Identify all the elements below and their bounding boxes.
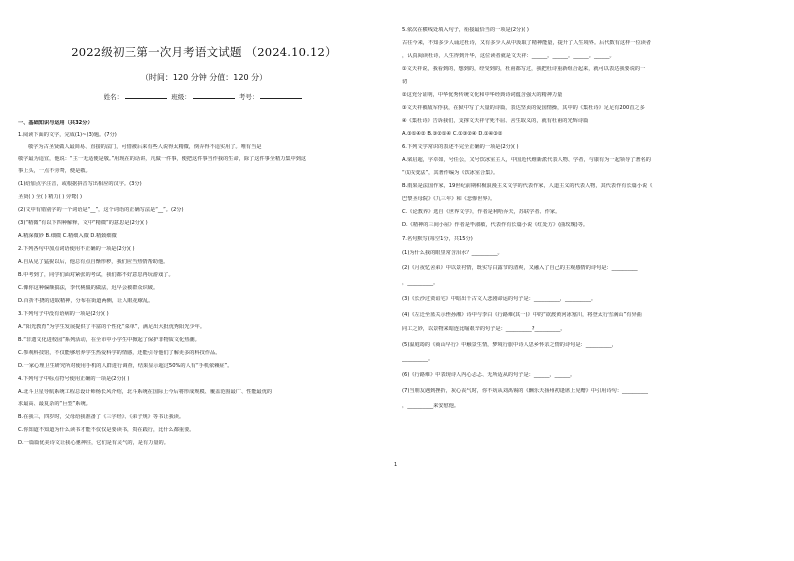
answer-option: A.梁启超，字卓如，号任公，又号饮冰室主人，中国近代维新派代表人物、学者，与康有为一起领导了著名的: [402, 157, 651, 163]
passage-line: ，认真阅读杜诗，人生得到升华，这位读者就是文天祥：______。______。______。______。: [402, 53, 615, 59]
passage-line: ①文天祥说，我看到的，想到的，经受到的，杜甫都写过，我把杜诗重新组合起来，就可以表达我要说的一: [402, 66, 646, 72]
answer-option: “戊戌变法”，其著作编为《饮冰室合集》。: [402, 170, 499, 176]
answer-option: B.中考到了，同学们面对紧张的考试，我们都不好意思再玩游戏了。: [18, 272, 174, 278]
question-text: 6.下列文学常识的表述不完全正确的一项是(2分)( ): [402, 144, 519, 150]
answer-option: D.百折不挠的进取精神，分布在街道两侧，让人眼花缭乱。: [18, 298, 154, 304]
answer-option: C.你知道不知道为什么读书才能不仅仅是要读书，贵在践行，比什么都重要。: [18, 427, 195, 433]
fill-blank-item: 同工之妙，以景物来暗连比喻艰辛的句子是：__________?__________。: [402, 326, 566, 332]
class-field[interactable]: [193, 92, 235, 99]
fill-blank-item: (2)《月夜忆舍弟》中以景衬情，既实写白露节的清爽，又融入了自己的主观感情的诗句是：__________: [402, 265, 638, 271]
fill-blank-item: (3)《长沙过贾谊宅》中暗出千古文人悲剧命运的句子是：__________，__________。: [402, 296, 597, 302]
passage-line: ③文天祥被敌军俘获，在狱中写了大量的诗篇，表达坚贞的爱国情操，其中的《集杜诗》足足有200首之多: [402, 105, 645, 111]
passage-line: 敬字为古圣贤做人最简易、直接的法门，可惜被后来有些人说得太精微，倒弄得不适实用了。唯有当是: [28, 144, 262, 150]
answer-option: A.自从见了猛猊以后，他总有点自惭形秽，我们应当热情帮助他。: [18, 259, 169, 265]
exam-no-label: 考号：: [238, 93, 259, 101]
name-field[interactable]: [125, 92, 167, 99]
answer-option: C.参观科技馆，不仅能够培养学生热爱科学的情感，还能引导他们了解更多的科技作品。: [18, 350, 221, 356]
question-text: (3)“精微”有以下四种解释，文中“精微”的意思是(2分)( ): [18, 220, 148, 226]
answer-option: A.精深微妙 B.细微 C.精细入微 D.精致细微: [18, 233, 117, 239]
answer-option: D.《精神的三间小屋》作者是毕淑敏，代表作有长篇小说《红处方》(曲玫瑰)等。: [402, 222, 589, 228]
answer-option: A.北斗卫星导航系统工程总设计师杨长风介绍，北斗系统在国际上今后将形成规模、覆盖范围最广、性能最优的: [18, 389, 273, 395]
question-text: (1)给加点字注音，或根据拼音写出相应的汉字。(3分): [18, 181, 142, 187]
answer-option: D.一家心理卫生研究所对使用手机的人群进行调查，结果显示超过50%的人有“手机依赖症”。: [18, 363, 233, 369]
passage-line: 敬字最为适宜，他说：“主一无适便是敬。”用现在的话讲，凡做一件事，便把这件事当作我的生命，除了这件事全精力集中到这: [18, 156, 307, 162]
passage-line: ④《集杜诗》告诉我们，支撑文天祥守死不屈、舍生取义的，就有杜甫的光辉诗篇: [402, 118, 589, 124]
class-label: 班级：: [171, 93, 191, 101]
passage-line: 切: [402, 79, 408, 85]
section-heading: 一、基础知识与运用（共32分）: [18, 120, 93, 126]
answer-option: C.像你这种偏颇搞法，李代桃僵的做法，迟早会被群众识破。: [18, 285, 159, 291]
exam-time-score: （时间：120 分钟 分值：120 分）: [140, 73, 268, 82]
page-number: 1: [394, 462, 398, 468]
fill-blank-item: (5)温庭筠的《商山早行》中触景生情，梦境行旅中诗人思乡怀亲之情的诗句是：__________，: [402, 342, 617, 348]
question-text: 2.下列各句中加点词语使用不正确的一项是(2分)( ): [18, 246, 135, 252]
fill-blank-item: ，__________。: [402, 280, 439, 286]
question-text: 5.依次在横线处填入句子，衔接最恰当的一项是(2分)( ): [402, 27, 529, 33]
answer-option: B.在我三，四岁时，父母给我准备了《三字经》、《弟子规》等书让我读。: [18, 414, 185, 420]
answer-option: 求最高、最复杂的“巨型”系统。: [18, 401, 91, 407]
fill-blank-item: (4)《左迁至蓝关示侄孙湘》诗中与李白《行路难(其一)》中的“欲渡黄河冰塞川，将登太行雪满山”有异曲: [402, 312, 642, 318]
page-title: 2022级初三第一次月考语文试题 （2024.10.12）: [71, 45, 337, 59]
exam-no-field[interactable]: [260, 92, 302, 99]
fill-blank-item: __________。: [402, 356, 434, 362]
answer-option: 巴黎圣母院》《九三年》和《悲惨世界》。: [402, 196, 496, 202]
answer-option: B.“非遗文化进校园”系列活动，在全市中小学生中掀起了保护非物质文化热潮。: [18, 337, 200, 343]
answer-option: D.一篇篇优美诗文让我心驰神往，它们是有灵气的，是有力量的。: [18, 440, 169, 446]
answer-option: C.《论教养》选自《世界文学》，作者是利哈乔夫，苏联学者、作家。: [402, 209, 561, 215]
passage-line: ②这充分证明，中华优秀传统文化和中华经典诗词蕴含强大的精神力量: [402, 92, 563, 98]
passage-line: 古往今来，不知多少人诵过杜诗，又有多少人从中汲取了精神能量，提升了人生境界。后代数有这样一位读者: [402, 40, 652, 46]
question-text: 圣贤( ) 全( ) 精力( ) 旁鹜( ): [18, 194, 83, 200]
passage-line: 事上头，一点不旁骛，便是敬。: [18, 168, 91, 174]
question-text: 4.下列句子中标点符号使用正确的一项是(2分)( ): [18, 376, 130, 382]
name-label: 姓名：: [103, 93, 124, 101]
fill-blank-item: (6)《行路难》中表现诗人内心忐忑、无所适从的句子是：______，______。: [402, 372, 576, 378]
answer-option: B.雨果是法国作家，19世纪前期积极浪漫主义文学的代表作家，人道主义的代表人物，其代表作有长篇小说《: [402, 183, 653, 189]
question-text: 3.下列句子中没有语病的一项是(2分)( ): [18, 311, 109, 317]
answer-option: A.③①④② B.③②①④ C.①③②④ D.①④③②: [402, 131, 503, 137]
question-text: 7.名句默写(每空1分，共15分): [402, 236, 473, 242]
fill-blank-item: (7)当朋友遇到挫折，灰心丧气时，你不妨从刘禹锡的《酬乐天扬州初逢席上见赠》中引用诗句：__________: [402, 388, 648, 394]
fill-blank-item: (1)为什么我的眼里常含泪水？__________。: [402, 250, 503, 256]
fill-blank-item: ，__________来安慰他。: [402, 403, 460, 409]
question-text: 1.阅读下面的文字，完成(1)~(3)题。(7分): [18, 132, 117, 138]
question-text: (2)文中有错别字的一个词语是“__”，这个词语的正确写法是“__”。(2分): [18, 207, 184, 213]
answer-option: A.“阳光教育”为学生发展提供了丰富的个性化“菜单”，满足出大批优秀阳光少年。: [18, 324, 206, 330]
student-info-line: [18, 92, 390, 101]
